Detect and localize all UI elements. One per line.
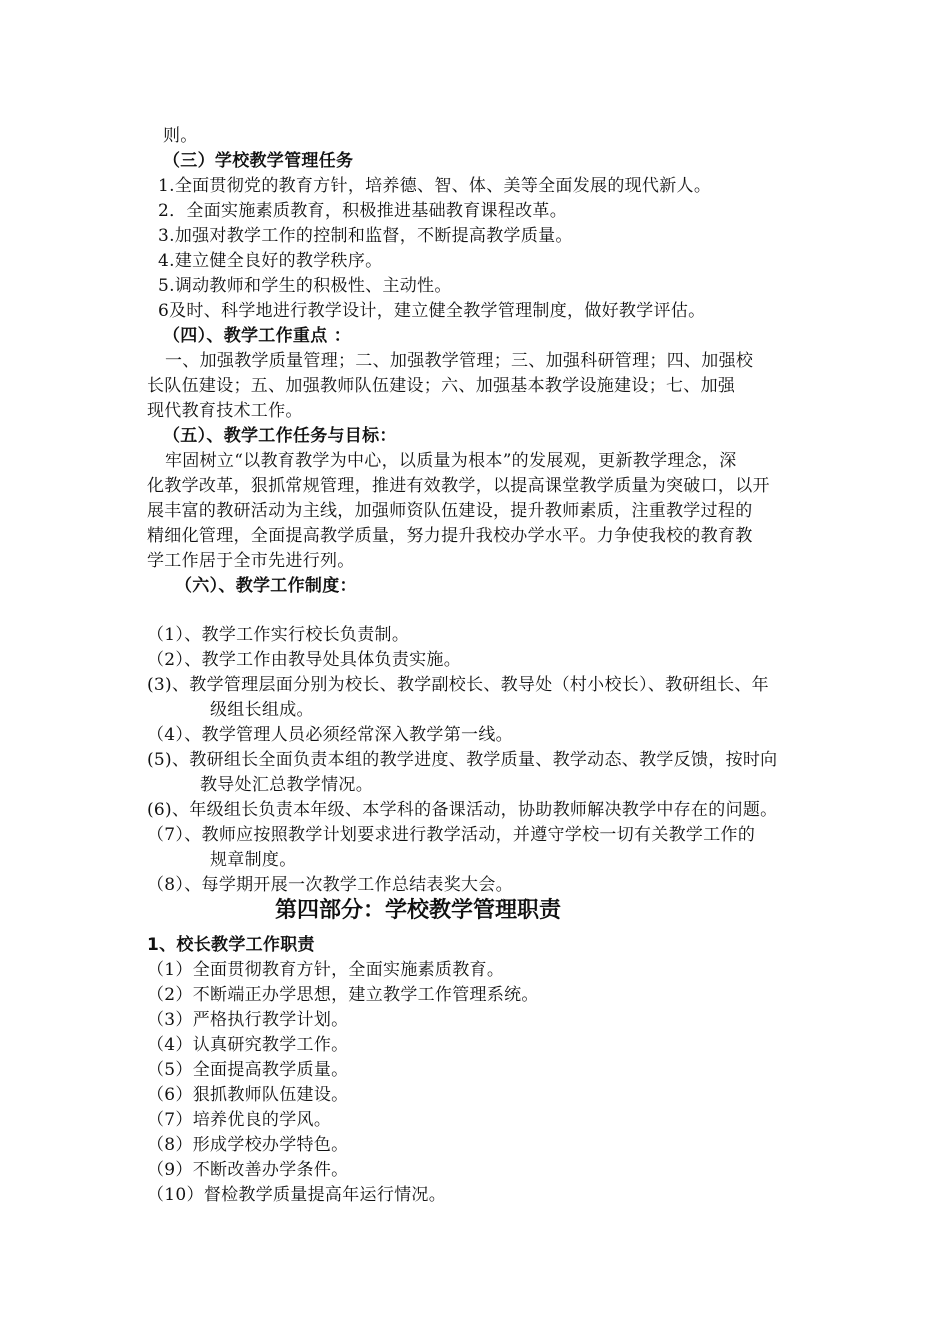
list-item: 1.全面贯彻党的教育方针，培养德、智、体、美等全面发展的现代新人。 — [158, 176, 712, 196]
list-item: 2．全面实施素质教育，积极推进基础教育课程改革。 — [158, 201, 568, 221]
list-item: 6及时、科学地进行教学设计，建立健全教学管理制度，做好教学评估。 — [158, 301, 706, 321]
paragraph-line: 学工作居于全市先进行列。 — [147, 551, 355, 571]
list-item: （7）培养优良的学风。 — [147, 1110, 332, 1130]
list-item: （1）全面贯彻教育方针，全面实施素质教育。 — [147, 960, 505, 980]
sub-heading: 1、校长教学工作职责 — [147, 935, 315, 955]
list-item: （4）、教学管理人员必须经常深入教学第一线。 — [147, 725, 513, 745]
list-item: 5.调动教师和学生的积极性、主动性。 — [158, 276, 452, 296]
list-item: （3）严格执行教学计划。 — [147, 1010, 349, 1030]
list-item: （5）全面提高教学质量。 — [147, 1060, 349, 1080]
list-item: 4.建立健全良好的教学秩序。 — [158, 251, 383, 271]
paragraph-line: 精细化管理，全面提高教学质量，努力提升我校办学水平。力争使我校的教育教 — [147, 526, 753, 546]
list-item: （9）不断改善办学条件。 — [147, 1160, 349, 1180]
list-item: (3)、教学管理层面分别为校长、教学副校长、教导处（村小校长）、教研组长、年 — [147, 675, 769, 695]
paragraph-line: 现代教育技术工作。 — [147, 401, 303, 421]
paragraph-line: 展丰富的教研活动为主线，加强师资队伍建设，提升教师素质，注重教学过程的 — [147, 501, 753, 521]
list-item: (5)、教研组长全面负责本组的教学进度、教学质量、教学动态、教学反馈，按时向 — [147, 750, 778, 770]
section-heading-4: （四）、教学工作重点 ： — [163, 326, 352, 346]
section-heading-5: （五）、教学工作任务与目标： — [163, 426, 397, 446]
paragraph-line: 长队伍建设；五、加强教师队伍建设；六、加强基本教学设施建设；七、加强 — [147, 376, 736, 396]
paragraph-line: 牢固树立“以教育教学为中心，以质量为根本”的发展观，更新教学理念，深 — [165, 451, 737, 471]
paragraph-line: 化教学改革，狠抓常规管理，推进有效教学，以提高课堂教学质量为突破口，以开 — [147, 476, 770, 496]
list-item: (6)、年级组长负责本年级、本学科的备课活动，协助教师解决教学中存在的问题。 — [147, 800, 778, 820]
part-title: 第四部分：学校教学管理职责 — [275, 898, 562, 923]
paragraph-line: 一、加强教学质量管理；二、加强教学管理；三、加强科研管理；四、加强校 — [165, 351, 754, 371]
list-item: （8）形成学校办学特色。 — [147, 1135, 349, 1155]
list-item: （4）认真研究教学工作。 — [147, 1035, 349, 1055]
list-item: 3.加强对教学工作的控制和监督，不断提高教学质量。 — [158, 226, 573, 246]
section-heading-6: （六）、教学工作制度： — [175, 576, 357, 596]
list-item: （2）、教学工作由教导处具体负责实施。 — [147, 650, 462, 670]
list-item: （10）督检教学质量提高年运行情况。 — [147, 1185, 447, 1205]
paragraph-continuation: 则。 — [163, 126, 198, 146]
list-item: （7）、教师应按照教学计划要求进行教学活动，并遵守学校一切有关教学工作的 — [147, 825, 756, 845]
list-item: （8）、每学期开展一次教学工作总结表奖大会。 — [147, 875, 513, 895]
list-item-continuation: 规章制度。 — [210, 850, 297, 870]
list-item: （1）、教学工作实行校长负责制。 — [147, 625, 410, 645]
list-item: （6）狠抓教师队伍建设。 — [147, 1085, 349, 1105]
list-item: （2）不断端正办学思想，建立教学工作管理系统。 — [147, 985, 539, 1005]
section-heading-3: （三）学校教学管理任务 — [163, 151, 354, 171]
list-item-continuation: 教导处汇总教学情况。 — [200, 775, 373, 795]
list-item-continuation: 级组长组成。 — [210, 700, 314, 720]
